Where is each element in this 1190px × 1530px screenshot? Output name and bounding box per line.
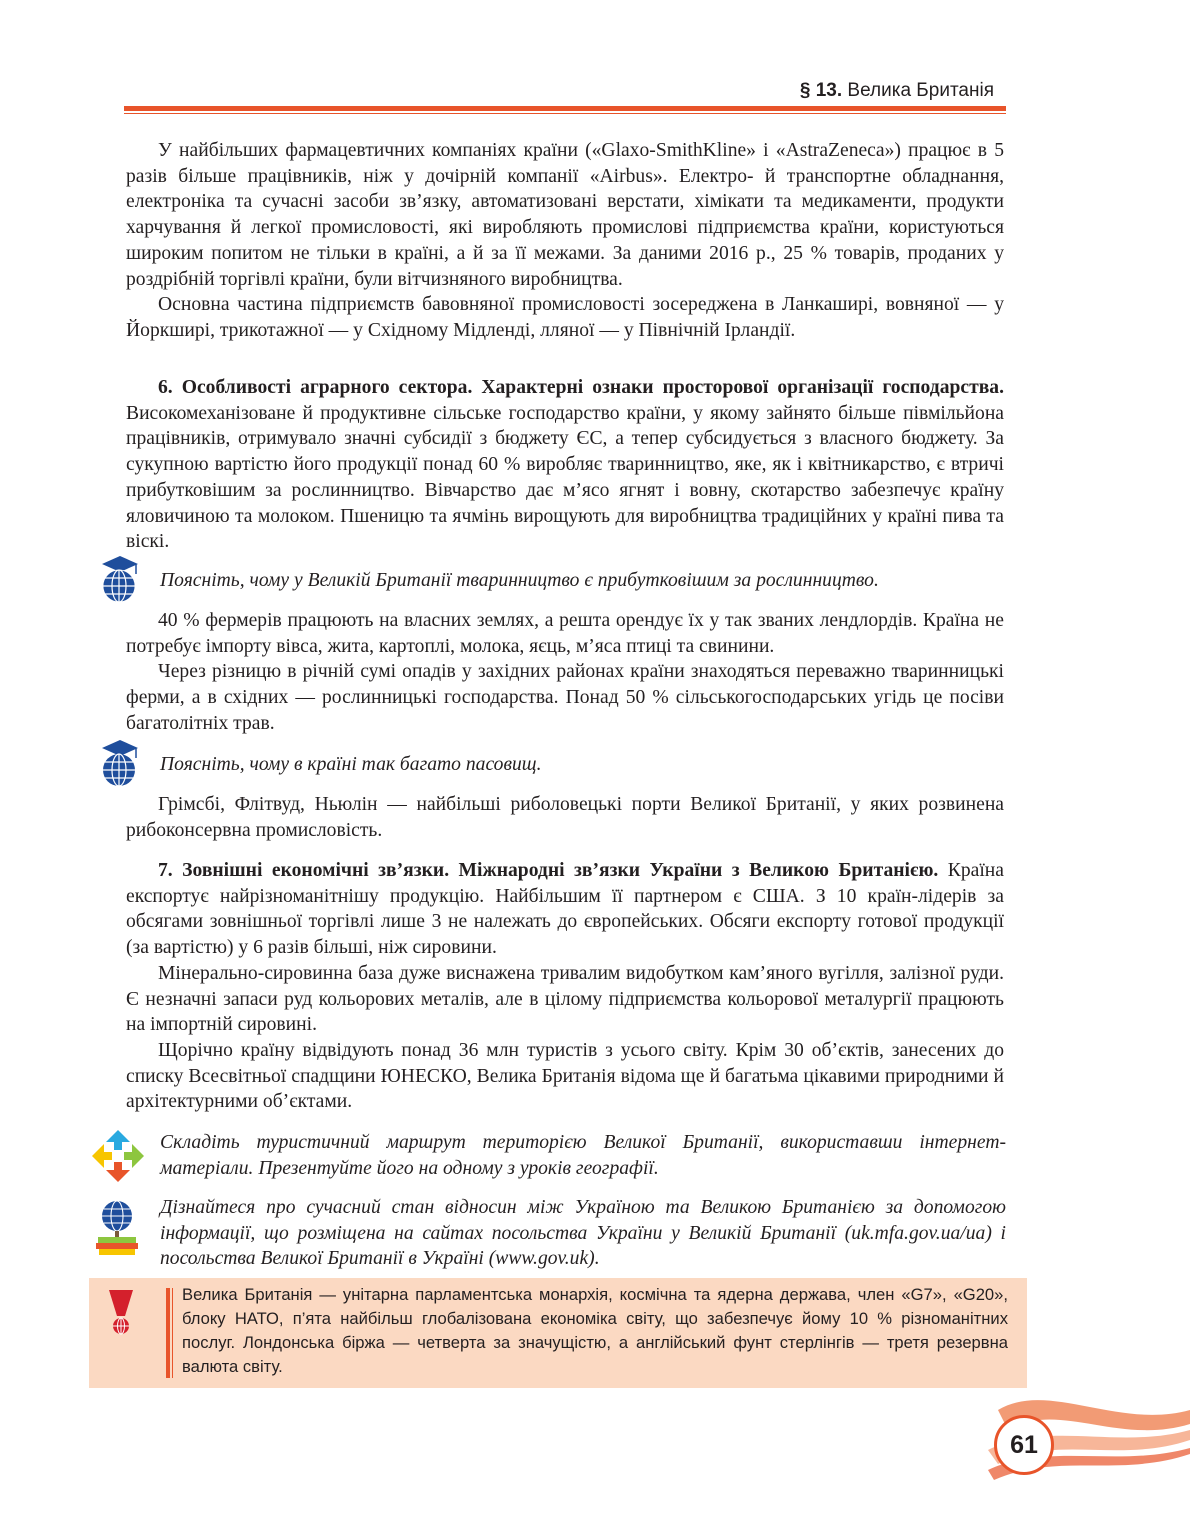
section-6-paragraph bbox=[126, 375, 1004, 555]
section-7 bbox=[126, 858, 1004, 1115]
fact-box-bar-thin bbox=[172, 1288, 173, 1378]
section-7-heading: 7. Зовнішні економічні зв’язки. Міжнародні зв’язки України з Великою Британією. bbox=[158, 860, 939, 881]
question-1: Поясніть, чому у Великій Британії тваринництво є прибутковішим за рослинництво. bbox=[160, 570, 879, 591]
section-6-body: Високомеханізоване й продуктивне сільське господарство країни, у якому зайнято більше півмільйона працівників, отримувало значні субсидії з бюджету ЄС, а тепер субсидується з власного бюджету. За сукупною вартістю його продукції понад 60 % виробляє тваринництво, яке, як і квітникарство, є втричі прибутковішим за рослинництво. Вівчарство дає м’ясо ягнят і вовну, скотарство забезпечує країну яловичиною та молоком. Пшеницю та ячмінь вирощують для виробництва традиційних у країні пива та віскі. bbox=[126, 402, 1004, 553]
header-rule bbox=[124, 106, 1006, 111]
text-block-1 bbox=[126, 138, 1004, 344]
text-block-2 bbox=[126, 608, 1004, 737]
header-rule-thin bbox=[124, 113, 1006, 114]
globe-books-icon bbox=[92, 1196, 142, 1263]
paragraph: Грімсбі, Флітвуд, Ньюлін — найбільші риболовецькі порти Великої Британії, у яких розвинена рибоконсервна промисловість. bbox=[126, 794, 1004, 841]
fact-box-bar bbox=[166, 1288, 170, 1378]
question-globe-icon bbox=[92, 736, 144, 793]
task-2: Дізнайтеся про сучасний стан відносин між Україною та Великою Британією за допомогою інформації, що розміщена на сайтах посольства України у Великій Британії (uk.mfa.gov.ua/ua) і посольства Великої Британії в Україні (www.gov.uk). bbox=[160, 1197, 1006, 1270]
paragraph: У найбільших фармацевтичних компаніях країни («Glaxo-SmithKline» і «AstraZeneca») працює в 5 разів більше працівників, ніж у дочірній компанії «Airbus». Електро- й транспортне обладнання, електроніка та сучасні засоби зв’язку, автоматизовані верстати, хімікати та медикаменти, продукти харчування й легкої промисловості, які виробляють промислові підприємства країни, користуються широким попитом не тільки в країні, а й за її межами. За даними 2016 р., 25 % товарів, проданих у роздрібній торгівлі країни, були вітчизняного виробництва. bbox=[126, 140, 1004, 290]
question-2: Поясніть, чому в країні так багато пасовищ. bbox=[160, 754, 542, 775]
section-title: Велика Британія bbox=[847, 80, 994, 101]
exclamation-globe-icon bbox=[106, 1288, 136, 1341]
fact-box-text: Велика Британія — унітарна парламентська монархія, космічна та ядерна держава, член «G7», «G20», блоку НАТО, п’ята найбільш глобалізована економіка світу, що забезпечує йому 10 % різноманітних послуг. Лондонська біржа — четверта за значущістю, а англійський фунт стерлінгів — третя резервна валюта світу. bbox=[182, 1285, 1008, 1376]
page-number: 61 bbox=[994, 1415, 1054, 1475]
route-arrows-icon bbox=[90, 1128, 146, 1189]
text-block-3 bbox=[126, 792, 1004, 843]
paragraph: Через різницю в річній сумі опадів у західних районах країни знаходяться переважно тваринницькі ферми, а в східних — рослинницькі господарства. Понад 50 % сільськогосподарських угідь це посіви багатолітніх трав. bbox=[126, 661, 1004, 734]
paragraph: Основна частина підприємств бавовняної промисловості зосереджена в Ланкаширі, вовняної — у Йоркширі, трикотажної — у Східному Мідленді, лляної — у Північній Ірландії. bbox=[126, 294, 1004, 341]
section-7-body: Країна експортує найрізноманітнішу продукцію. Найбільшим її партнером є США. З 10 країн-лідерів за обсягами зовнішньої торгівлі лише 3 не належать до європейських. Обсяги експорту готової продукції (за вартістю) у 6 разів більші, ніж сировини. bbox=[126, 860, 1004, 959]
running-header bbox=[800, 80, 994, 102]
section-number: § 13. bbox=[799, 80, 843, 101]
section-7-paragraph bbox=[126, 858, 1004, 961]
paragraph: Щорічно країну відвідують понад 36 млн туристів з усього світу. Крім 30 об’єктів, занесених до списку Всесвітньої спадщини ЮНЕСКО, Велика Британія відома ще й багатьма цікавими природними й архітектурними об’єктами. bbox=[126, 1039, 1004, 1113]
section-6-heading: 6. Особливості аграрного сектора. Характерні ознаки просторової організації господарства. bbox=[158, 377, 1004, 398]
section-6 bbox=[126, 375, 1004, 555]
paragraph: Мінерально-сировинна база дуже виснажена тривалим видобутком кам’яного вугілля, залізної руди. Є незначні запаси руд кольорових металів, але в цілому підприємства кольорової металургії працюють на імпортній сировині. bbox=[126, 962, 1004, 1036]
task-1: Складіть туристичний маршрут територією Великої Британії, використавши інтернет-матеріали. Презентуйте його на одному з уроків географії. bbox=[160, 1132, 1006, 1179]
question-globe-icon bbox=[92, 552, 144, 609]
paragraph: 40 % фермерів працюють на власних землях, а решта орендує їх у так званих лендлордів. Країна не потребує імпорту вівса, жита, картоплі, молока, яєць, м’яса птиці та свинини. bbox=[126, 610, 1004, 657]
